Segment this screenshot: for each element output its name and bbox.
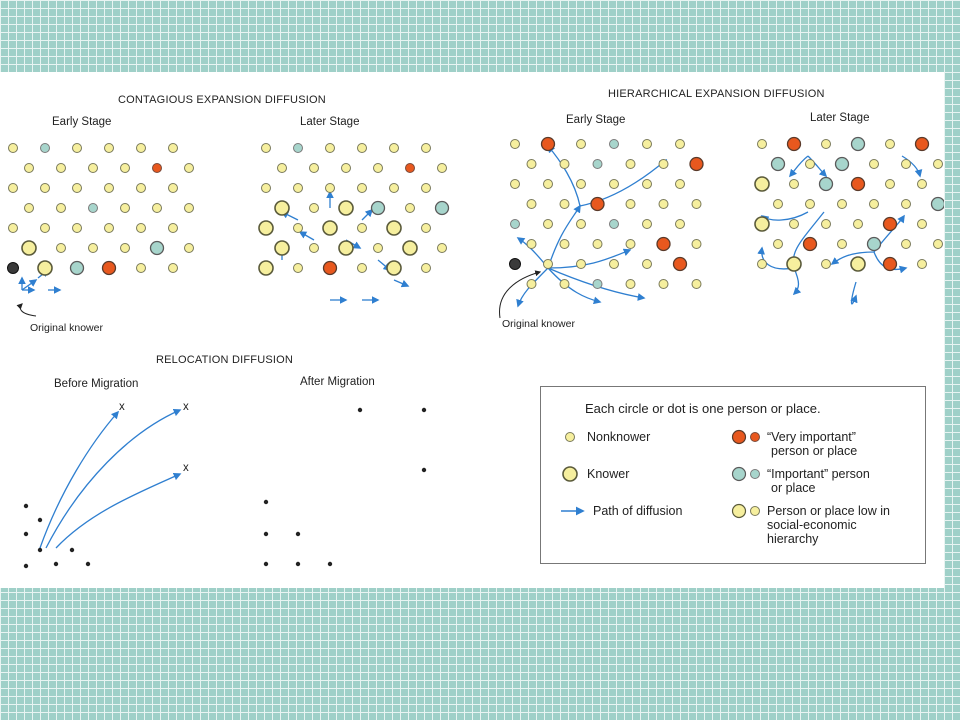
very-important-knower bbox=[804, 238, 817, 251]
nonknower-dot bbox=[169, 184, 178, 193]
nonknower-dot bbox=[676, 220, 685, 229]
knower-circle bbox=[275, 201, 289, 215]
contagious-title: CONTAGIOUS EXPANSION DIFFUSION bbox=[118, 94, 326, 106]
nonknower-dot bbox=[918, 260, 927, 269]
nonknower-dot bbox=[326, 184, 335, 193]
nonknower-dot bbox=[105, 224, 114, 233]
nonknower-dot bbox=[262, 144, 271, 153]
nonknower-dot bbox=[422, 144, 431, 153]
low-knower-symbol bbox=[733, 505, 746, 518]
nonknower-dot bbox=[610, 260, 619, 269]
diffusion-arrow bbox=[56, 474, 180, 548]
nonknower-dot bbox=[169, 264, 178, 273]
nonknower-dot bbox=[527, 200, 536, 209]
legend-very-important-1: “Very important” bbox=[767, 430, 856, 444]
very-important-knower bbox=[884, 258, 897, 271]
nonknower-dot bbox=[822, 260, 831, 269]
nonknower-dot bbox=[643, 180, 652, 189]
nonknower-dot bbox=[692, 200, 701, 209]
nonknower-dot bbox=[73, 224, 82, 233]
knower-circle bbox=[755, 217, 769, 231]
nonknower-dot bbox=[422, 224, 431, 233]
destination-mark: x bbox=[119, 401, 125, 413]
person-dot bbox=[54, 562, 58, 566]
knower-circle bbox=[323, 221, 337, 235]
nonknower-dot bbox=[560, 160, 569, 169]
nonknower-dot bbox=[438, 244, 447, 253]
very-important-knower bbox=[542, 138, 555, 151]
nonknower-dot bbox=[342, 164, 351, 173]
nonknower-dot bbox=[121, 204, 130, 213]
knower-circle bbox=[755, 177, 769, 191]
nonknower-dot bbox=[511, 180, 520, 189]
contagious-original-knower: Original knower bbox=[30, 322, 103, 334]
nonknower-dot bbox=[278, 164, 287, 173]
destination-mark: x bbox=[183, 401, 189, 413]
nonknower-dot bbox=[838, 240, 847, 249]
nonknower-dot bbox=[310, 244, 319, 253]
nonknower-dot bbox=[934, 160, 943, 169]
very-important-knower-symbol bbox=[733, 431, 746, 444]
legend-low-1: Person or place low in bbox=[767, 504, 890, 518]
very-important-knower bbox=[657, 238, 670, 251]
legend-important-2: or place bbox=[771, 481, 816, 495]
nonknower-dot bbox=[790, 180, 799, 189]
nonknower-dot bbox=[676, 140, 685, 149]
diffusion-arrow bbox=[362, 210, 372, 220]
pointer-arrow bbox=[20, 304, 36, 316]
nonknower-dot bbox=[262, 184, 271, 193]
legend-very-important-2: person or place bbox=[771, 444, 858, 458]
nonknower-dot bbox=[886, 180, 895, 189]
nonknower-dot bbox=[626, 200, 635, 209]
nonknower-dot bbox=[577, 220, 586, 229]
nonknower-dot bbox=[9, 224, 18, 233]
nonknower-dot bbox=[758, 140, 767, 149]
nonknower-dot bbox=[610, 180, 619, 189]
knower-circle bbox=[339, 241, 353, 255]
nonknower-dot bbox=[806, 200, 815, 209]
diffusion-arrow bbox=[548, 146, 580, 206]
nonknower-dot bbox=[854, 220, 863, 229]
important-dot bbox=[593, 160, 602, 169]
person-dot bbox=[24, 564, 28, 568]
important-knower bbox=[151, 242, 164, 255]
knower-circle bbox=[787, 257, 801, 271]
nonknower-dot bbox=[659, 280, 668, 289]
original-knower-dot bbox=[8, 263, 19, 274]
very-important-dot bbox=[153, 164, 162, 173]
destination-mark: x bbox=[183, 462, 189, 474]
important-dot bbox=[593, 280, 602, 289]
nonknower-dot bbox=[902, 200, 911, 209]
very-important-knower bbox=[884, 218, 897, 231]
person-dot bbox=[328, 562, 332, 566]
legend-low-2: social-economic bbox=[767, 518, 857, 532]
nonknower-dot bbox=[886, 140, 895, 149]
nonknower-dot bbox=[294, 184, 303, 193]
nonknower-dot bbox=[577, 180, 586, 189]
important-dot bbox=[511, 220, 520, 229]
pointer-arrow bbox=[500, 272, 540, 318]
nonknower-dot bbox=[137, 144, 146, 153]
important-dot bbox=[294, 144, 303, 153]
very-important-dot bbox=[406, 164, 415, 173]
hierarchical-early-label: Early Stage bbox=[566, 114, 626, 126]
very-important-knower bbox=[591, 198, 604, 211]
knower-circle bbox=[259, 221, 273, 235]
diffusion-arrow bbox=[852, 282, 857, 304]
nonknower-dot bbox=[692, 280, 701, 289]
nonknower-dot bbox=[89, 244, 98, 253]
original-knower-dot bbox=[510, 259, 521, 270]
person-dot bbox=[24, 504, 28, 508]
nonknower-dot bbox=[511, 140, 520, 149]
nonknower-dot bbox=[169, 144, 178, 153]
important-knower bbox=[836, 158, 849, 171]
important-dot bbox=[41, 144, 50, 153]
nonknower-dot bbox=[626, 240, 635, 249]
person-dot bbox=[296, 562, 300, 566]
nonknower-dot bbox=[822, 220, 831, 229]
important-dot bbox=[610, 140, 619, 149]
legend-nonknower: Nonknower bbox=[587, 430, 651, 444]
nonknower-dot bbox=[626, 160, 635, 169]
very-important-nonknower-symbol bbox=[751, 433, 760, 442]
nonknower-dot bbox=[326, 144, 335, 153]
nonknower-dot bbox=[390, 184, 399, 193]
nonknower-dot bbox=[577, 260, 586, 269]
relocation-after-label: After Migration bbox=[300, 376, 375, 388]
nonknower-dot bbox=[870, 160, 879, 169]
nonknower-dot bbox=[902, 240, 911, 249]
nonknower-dot bbox=[57, 164, 66, 173]
nonknower-dot bbox=[41, 224, 50, 233]
very-important-knower bbox=[324, 262, 337, 275]
nonknower-dot bbox=[358, 184, 367, 193]
knower-circle bbox=[387, 261, 401, 275]
important-knower bbox=[772, 158, 785, 171]
person-dot bbox=[24, 532, 28, 536]
diffusion-arrow bbox=[394, 280, 408, 286]
nonknower-dot bbox=[790, 220, 799, 229]
important-knower bbox=[852, 138, 865, 151]
nonknower-dot bbox=[560, 200, 569, 209]
knower-symbol bbox=[563, 467, 577, 481]
nonknower-dot bbox=[692, 240, 701, 249]
nonknower-dot bbox=[422, 264, 431, 273]
nonknower-symbol bbox=[566, 433, 575, 442]
nonknower-dot bbox=[527, 160, 536, 169]
hierarchical-original-knower: Original knower bbox=[502, 318, 575, 330]
low-nonknower-symbol bbox=[751, 507, 760, 516]
important-knower bbox=[932, 198, 945, 211]
nonknower-dot bbox=[185, 164, 194, 173]
nonknower-dot bbox=[774, 200, 783, 209]
nonknower-dot bbox=[838, 200, 847, 209]
nonknower-dot bbox=[25, 164, 34, 173]
person-dot bbox=[264, 562, 268, 566]
diffusion-slide bbox=[0, 72, 944, 588]
nonknower-dot bbox=[153, 204, 162, 213]
important-knower bbox=[820, 178, 833, 191]
very-important-knower bbox=[690, 158, 703, 171]
nonknower-dot bbox=[422, 184, 431, 193]
nonknower-dot bbox=[544, 220, 553, 229]
nonknower-dot bbox=[918, 220, 927, 229]
nonknower-dot bbox=[527, 240, 536, 249]
nonknower-dot bbox=[185, 204, 194, 213]
nonknower-dot bbox=[544, 260, 553, 269]
nonknower-dot bbox=[527, 280, 536, 289]
hierarchical-later-label: Later Stage bbox=[810, 112, 870, 124]
very-important-knower bbox=[788, 138, 801, 151]
nonknower-dot bbox=[358, 224, 367, 233]
diffusion-arrow bbox=[300, 232, 314, 240]
nonknower-dot bbox=[390, 144, 399, 153]
person-dot bbox=[264, 500, 268, 504]
important-dot bbox=[89, 204, 98, 213]
important-dot bbox=[610, 220, 619, 229]
nonknower-dot bbox=[310, 204, 319, 213]
contagious-later-label: Later Stage bbox=[300, 116, 360, 128]
nonknower-dot bbox=[73, 184, 82, 193]
person-dot bbox=[86, 562, 90, 566]
nonknower-dot bbox=[593, 240, 602, 249]
nonknower-dot bbox=[626, 280, 635, 289]
nonknower-dot bbox=[659, 160, 668, 169]
nonknower-dot bbox=[870, 200, 879, 209]
nonknower-dot bbox=[57, 244, 66, 253]
nonknower-dot bbox=[57, 204, 66, 213]
nonknower-dot bbox=[105, 144, 114, 153]
nonknower-dot bbox=[544, 180, 553, 189]
diffusion-arrow bbox=[22, 280, 36, 290]
nonknower-dot bbox=[137, 264, 146, 273]
contagious-early-label: Early Stage bbox=[52, 116, 112, 128]
person-dot bbox=[296, 532, 300, 536]
nonknower-dot bbox=[310, 164, 319, 173]
important-nonknower-symbol bbox=[751, 470, 760, 479]
knower-circle bbox=[275, 241, 289, 255]
nonknower-dot bbox=[105, 184, 114, 193]
legend-box bbox=[540, 386, 926, 564]
nonknower-dot bbox=[121, 244, 130, 253]
nonknower-dot bbox=[643, 260, 652, 269]
nonknower-dot bbox=[676, 180, 685, 189]
nonknower-dot bbox=[822, 140, 831, 149]
relocation-title: RELOCATION DIFFUSION bbox=[156, 354, 294, 366]
nonknower-dot bbox=[758, 260, 767, 269]
nonknower-dot bbox=[137, 184, 146, 193]
nonknower-dot bbox=[185, 244, 194, 253]
legend-heading: Each circle or dot is one person or place. bbox=[585, 401, 821, 416]
nonknower-dot bbox=[406, 204, 415, 213]
nonknower-dot bbox=[374, 244, 383, 253]
very-important-knower bbox=[103, 262, 116, 275]
legend-low-3: hierarchy bbox=[767, 532, 819, 546]
very-important-knower bbox=[674, 258, 687, 271]
knower-circle bbox=[851, 257, 865, 271]
person-dot bbox=[38, 548, 42, 552]
nonknower-dot bbox=[121, 164, 130, 173]
nonknower-dot bbox=[41, 184, 50, 193]
knower-circle bbox=[387, 221, 401, 235]
nonknower-dot bbox=[358, 144, 367, 153]
nonknower-dot bbox=[9, 144, 18, 153]
nonknower-dot bbox=[918, 180, 927, 189]
nonknower-dot bbox=[294, 264, 303, 273]
person-dot bbox=[38, 518, 42, 522]
person-dot bbox=[358, 408, 362, 412]
very-important-knower bbox=[916, 138, 929, 151]
nonknower-dot bbox=[659, 200, 668, 209]
person-dot bbox=[422, 408, 426, 412]
nonknower-dot bbox=[169, 224, 178, 233]
nonknower-dot bbox=[577, 140, 586, 149]
person-dot bbox=[264, 532, 268, 536]
legend-knower: Knower bbox=[587, 467, 630, 481]
knower-circle bbox=[22, 241, 36, 255]
diffusion-arrow bbox=[762, 212, 808, 220]
knower-circle bbox=[339, 201, 353, 215]
nonknower-dot bbox=[560, 240, 569, 249]
legend-path: Path of diffusion bbox=[593, 504, 683, 518]
nonknower-dot bbox=[374, 164, 383, 173]
nonknower-dot bbox=[806, 160, 815, 169]
knower-circle bbox=[403, 241, 417, 255]
knower-circle bbox=[259, 261, 273, 275]
nonknower-dot bbox=[902, 160, 911, 169]
nonknower-dot bbox=[934, 240, 943, 249]
important-knower bbox=[868, 238, 881, 251]
important-knower bbox=[436, 202, 449, 215]
nonknower-dot bbox=[89, 164, 98, 173]
diffusion-arrow bbox=[794, 268, 799, 294]
nonknower-dot bbox=[137, 224, 146, 233]
nonknower-dot bbox=[294, 224, 303, 233]
important-knower-symbol bbox=[733, 468, 746, 481]
nonknower-dot bbox=[9, 184, 18, 193]
nonknower-dot bbox=[25, 204, 34, 213]
person-dot bbox=[70, 548, 74, 552]
nonknower-dot bbox=[643, 220, 652, 229]
hierarchical-title: HIERARCHICAL EXPANSION DIFFUSION bbox=[608, 88, 825, 100]
person-dot bbox=[422, 468, 426, 472]
nonknower-dot bbox=[358, 264, 367, 273]
important-knower bbox=[372, 202, 385, 215]
nonknower-dot bbox=[73, 144, 82, 153]
knower-circle bbox=[38, 261, 52, 275]
diffusion-arrow bbox=[548, 206, 580, 268]
relocation-before-label: Before Migration bbox=[54, 378, 139, 390]
nonknower-dot bbox=[560, 280, 569, 289]
diffusion-arrow bbox=[46, 410, 180, 548]
nonknower-dot bbox=[774, 240, 783, 249]
legend-important-1: “Important” person bbox=[767, 467, 870, 481]
nonknower-dot bbox=[438, 164, 447, 173]
nonknower-dot bbox=[643, 140, 652, 149]
diffusion-arrow bbox=[790, 156, 808, 176]
important-knower bbox=[71, 262, 84, 275]
very-important-knower bbox=[852, 178, 865, 191]
